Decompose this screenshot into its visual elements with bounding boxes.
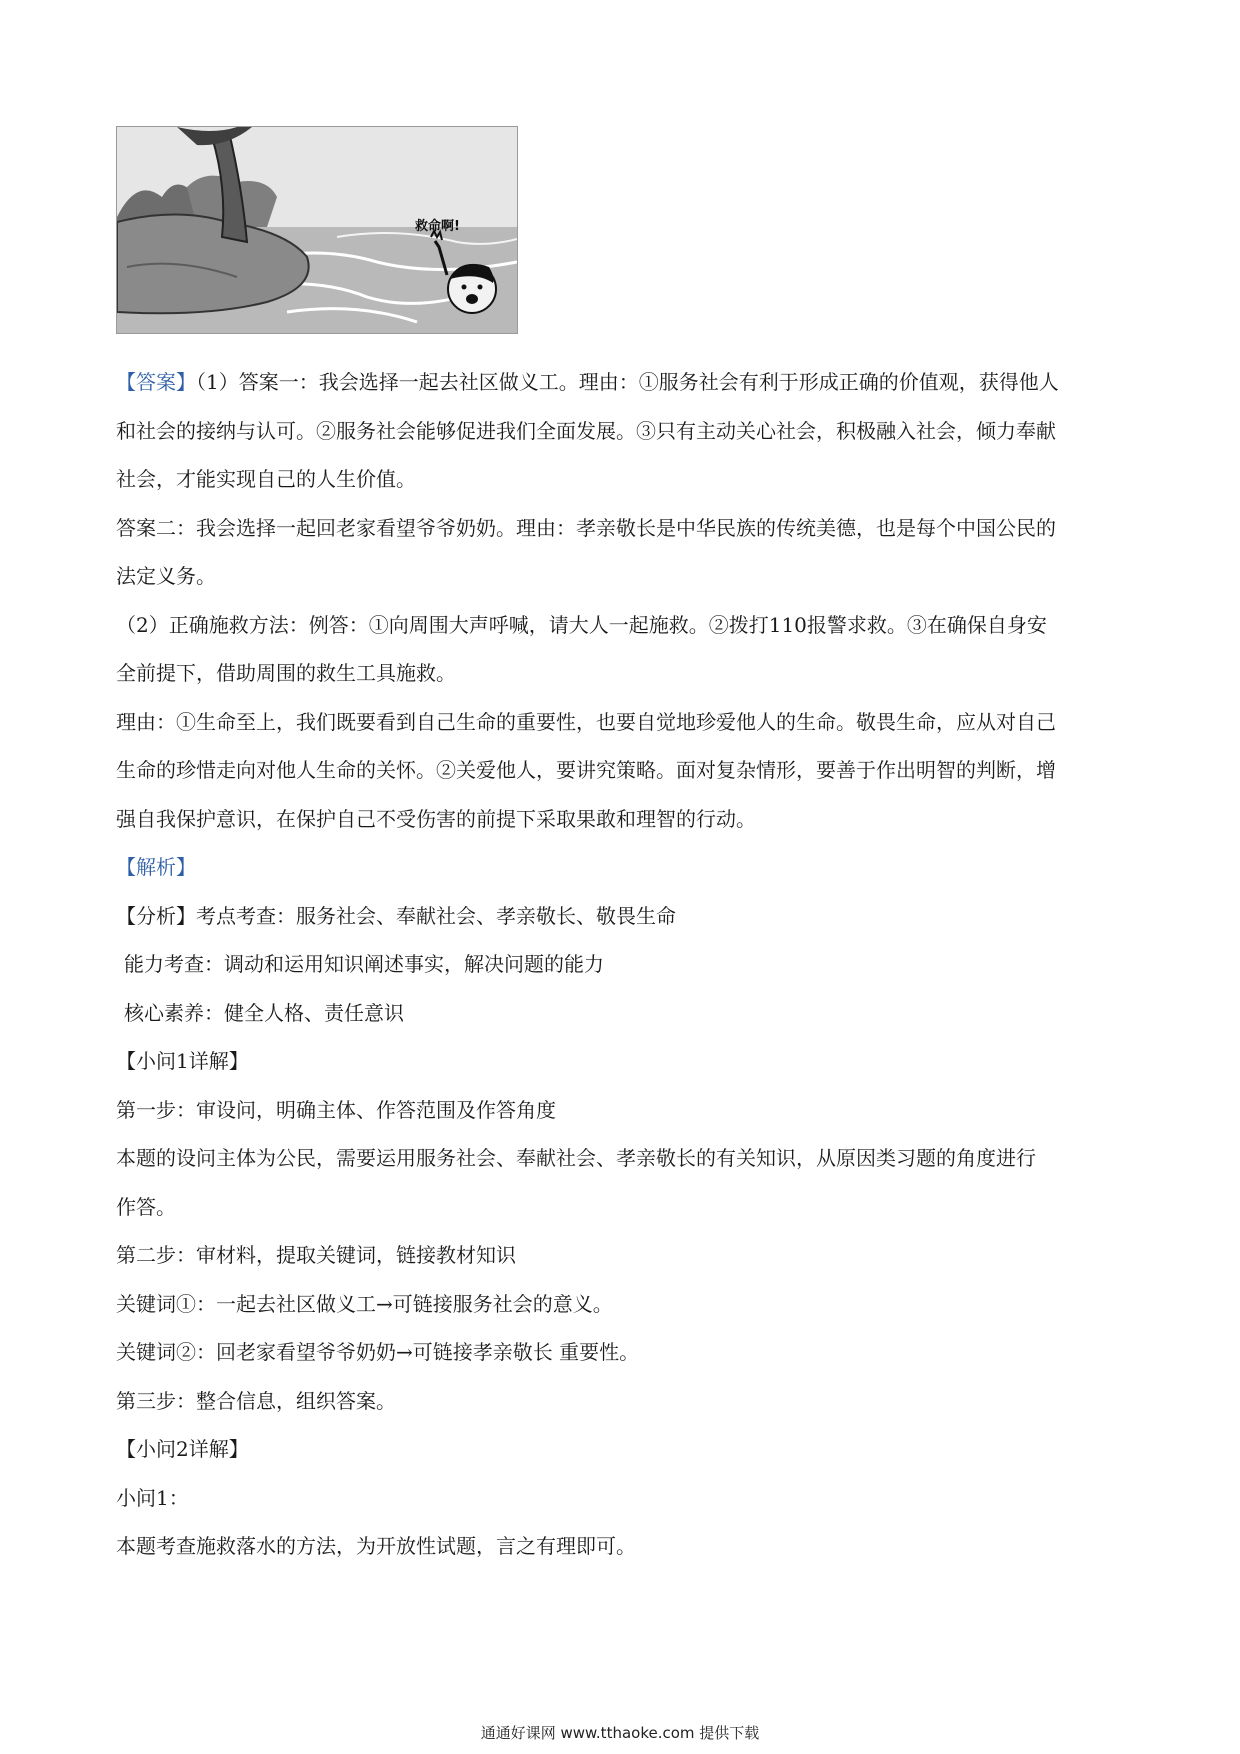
answer-line: 答案二：我会选择一起回老家看望爷爷奶奶。理由：孝亲敬长是中华民族的传统美德，也是每个中国公民的 [116,515,1056,540]
drowning-illustration [116,126,518,334]
analysis-line: 核心素养：健全人格、责任意识 [124,1000,404,1025]
answer-line: 强自我保护意识，在保护自己不受伤害的前提下采取果敢和理智的行动。 [116,806,756,831]
analysis-line: 关键词①：一起去社区做义工→可链接服务社会的意义。 [116,1291,613,1316]
analysis-line: 本题考查施救落水的方法，为开放性试题，言之有理即可。 [116,1534,636,1558]
answer-line: 和社会的接纳与认可。②服务社会能够促进我们全面发展。③只有主动关心社会，积极融入社会，倾力奉献 [116,418,1056,443]
analysis-line: 【分析】考点考查：服务社会、奉献社会、孝亲敬长、敬畏生命 [116,903,676,928]
analysis-tag: 【解析】 [116,855,196,879]
answer-line: 【答案】（1）答案一：我会选择一起去社区做义工。理由：①服务社会有利于形成正确的价值观，获得他人 [116,370,1059,394]
section-heading: 【小问1详解】 [116,1049,249,1073]
analysis-line: 第三步：整合信息，组织答案。 [116,1388,396,1413]
analysis-line: 小问1： [116,1485,189,1510]
help-caption: 救命啊! [415,219,460,234]
answer-line: 全前提下，借助周围的救生工具施救。 [116,661,456,685]
analysis-line: 本题的设问主体为公民，需要运用服务社会、奉献社会、孝亲敬长的有关知识，从原因类习题的角度进行 [116,1146,1036,1170]
answer-line: 生命的珍惜走向对他人生命的关怀。②关爱他人，要讲究策略。面对复杂情形，要善于作出明智的判断，增 [116,758,1056,782]
analysis-line: 关键词②：回老家看望爷爷奶奶→可链接孝亲敬长 重要性。 [116,1340,640,1364]
answer-line: （2）正确施救方法：例答：①向周围大声呼喊，请大人一起施救。②拨打110报警求救。③在确保自身安 [116,612,1047,637]
answer-line: 理由：①生命至上，我们既要看到自己生命的重要性，也要自觉地珍爱他人的生命。敬畏生命，应从对自己 [116,709,1056,734]
answer-section [116,358,1128,1571]
section-heading: 【小问2详解】 [116,1437,249,1461]
analysis-line: 能力考查：调动和运用知识阐述事实，解决问题的能力 [124,952,604,976]
page-footer: 通通好课网 www.tthaoke.com 提供下载 [480,1724,760,1742]
analysis-line: 第一步：审设问，明确主体、作答范围及作答角度 [116,1097,556,1122]
analysis-line: 第二步：审材料，提取关键词，链接教材知识 [116,1243,516,1267]
answer-line: 社会，才能实现自己的人生价值。 [116,467,416,491]
answer-tag: 【答案】 [116,370,196,394]
analysis-line: 作答。 [116,1194,176,1219]
answer-line: 法定义务。 [116,564,216,588]
